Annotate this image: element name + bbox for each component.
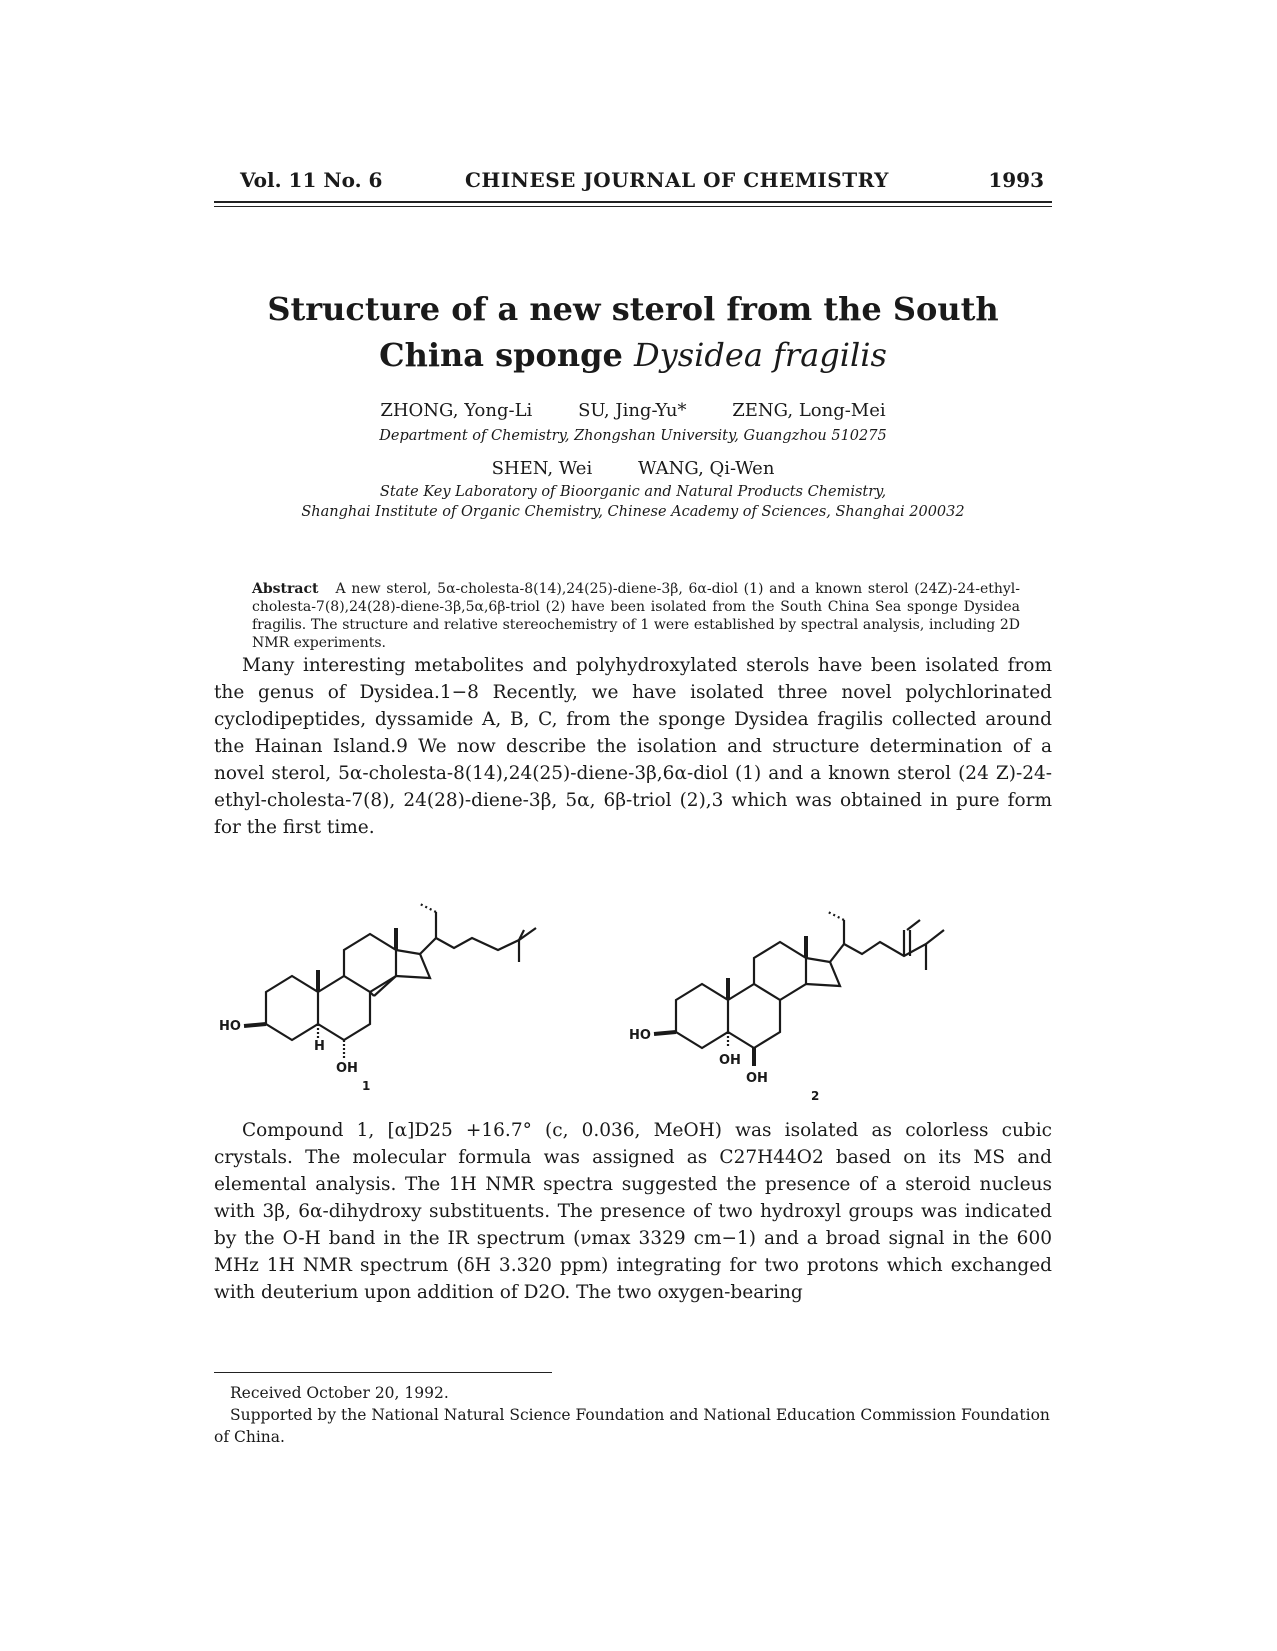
running-header xyxy=(240,168,1050,194)
title-species: Dysidea fragilis xyxy=(634,336,887,374)
structure-2 xyxy=(629,912,944,1103)
year: 1993 xyxy=(988,168,1044,192)
volume-issue: Vol. 11 No. 6 xyxy=(240,168,383,192)
author-group-1: ZHONG, Yong-Li SU, Jing-Yu* ZENG, Long-Mei xyxy=(380,400,886,421)
s1-ho-label: HO xyxy=(219,1019,241,1034)
author-group-2: SHEN, Wei WANG, Qi-Wen xyxy=(491,458,775,479)
s1-compound-label: 1 xyxy=(362,1079,371,1093)
s2-ho-label: HO xyxy=(629,1028,651,1043)
s1-h-label: H xyxy=(314,1039,325,1054)
abstract xyxy=(252,580,1020,652)
s2-compound-label: 2 xyxy=(811,1089,820,1103)
affiliation-2-line-1: State Key Laboratory of Bioorganic and Natural Products Chemistry, xyxy=(379,484,887,500)
abstract-label: Abstract xyxy=(252,581,319,597)
footnote-rule xyxy=(214,1372,552,1373)
chemical-structures-figure xyxy=(214,842,1052,1112)
footnote-support: Supported by the National Natural Science Foundation and National Education Commission Foundation of China. xyxy=(214,1406,1050,1446)
body-paragraph-1: Many interesting metabolites and polyhydroxylated sterols have been isolated from the genus of Dysidea.1−8 Recently, we have isolated three novel polychlorinated cyclodipeptides, dyssamide A, B, C, from the sponge Dysidea fragilis collected around the Hainan Island.9 We now describe the isolation and structure determination of a novel sterol, 5α-cholesta-8(14),24(25)-diene-3β,6α-diol (1) and a known sterol (24 Z)-24-ethyl-cholesta-7(8), 24(28)-diene-3β, 5α, 6β-triol (2),3 which was obtained in pure form for the first time. xyxy=(214,655,1052,838)
title-line-1: Structure of a new sterol from the South xyxy=(267,290,999,328)
s2-oh6-label: OH xyxy=(746,1071,768,1086)
affiliation-2-line-2: Shanghai Institute of Organic Chemistry, Chinese Academy of Sciences, Shanghai 200032 xyxy=(301,504,965,520)
s1-oh-label: OH xyxy=(336,1061,358,1076)
body-paragraph-2: Compound 1, [α]D25 +16.7° (c, 0.036, MeOH) was isolated as colorless cubic crystals. The molecular formula was assigned as C27H44O2 based on its MS and elemental analysis. The 1H NMR spectra suggested the presence of a steroid nucleus with 3β, 6α-dihydroxy substituents. The presence of two hydroxyl groups was indicated by the O-H band in the IR spectrum (νmax 3329 cm−1) and a broad signal in the 600 MHz 1H NMR spectrum (δH 3.320 ppm) integrating for two protons which exchanged with deuterium upon addition of D2O. The two oxygen-bearing xyxy=(214,1120,1052,1303)
title-line-2-text: China sponge xyxy=(379,336,634,374)
s2-oh5-label: OH xyxy=(719,1053,741,1068)
title-line-2 xyxy=(214,332,1052,378)
affiliation-1: Department of Chemistry, Zhongshan University, Guangzhou 510275 xyxy=(379,428,887,444)
structure-1 xyxy=(219,904,536,1093)
footnote-received: Received October 20, 1992. xyxy=(230,1384,449,1402)
header-rule xyxy=(214,201,1052,203)
journal-name: CHINESE JOURNAL OF CHEMISTRY xyxy=(465,168,889,192)
abstract-text: A new sterol, 5α-cholesta-8(14),24(25)-diene-3β, 6α-diol (1) and a known sterol (24Z)-24-ethyl-cholesta-7(8),24(28)-diene-3β,5α,6β-triol (2) have been isolated from the South China Sea sponge Dysidea fragilis. The structure and relative stereochemistry of 1 were established by spectral analysis, including 2D NMR experiments. xyxy=(252,581,1020,651)
header-rule-thin xyxy=(214,206,1052,207)
paper-title xyxy=(214,286,1052,378)
